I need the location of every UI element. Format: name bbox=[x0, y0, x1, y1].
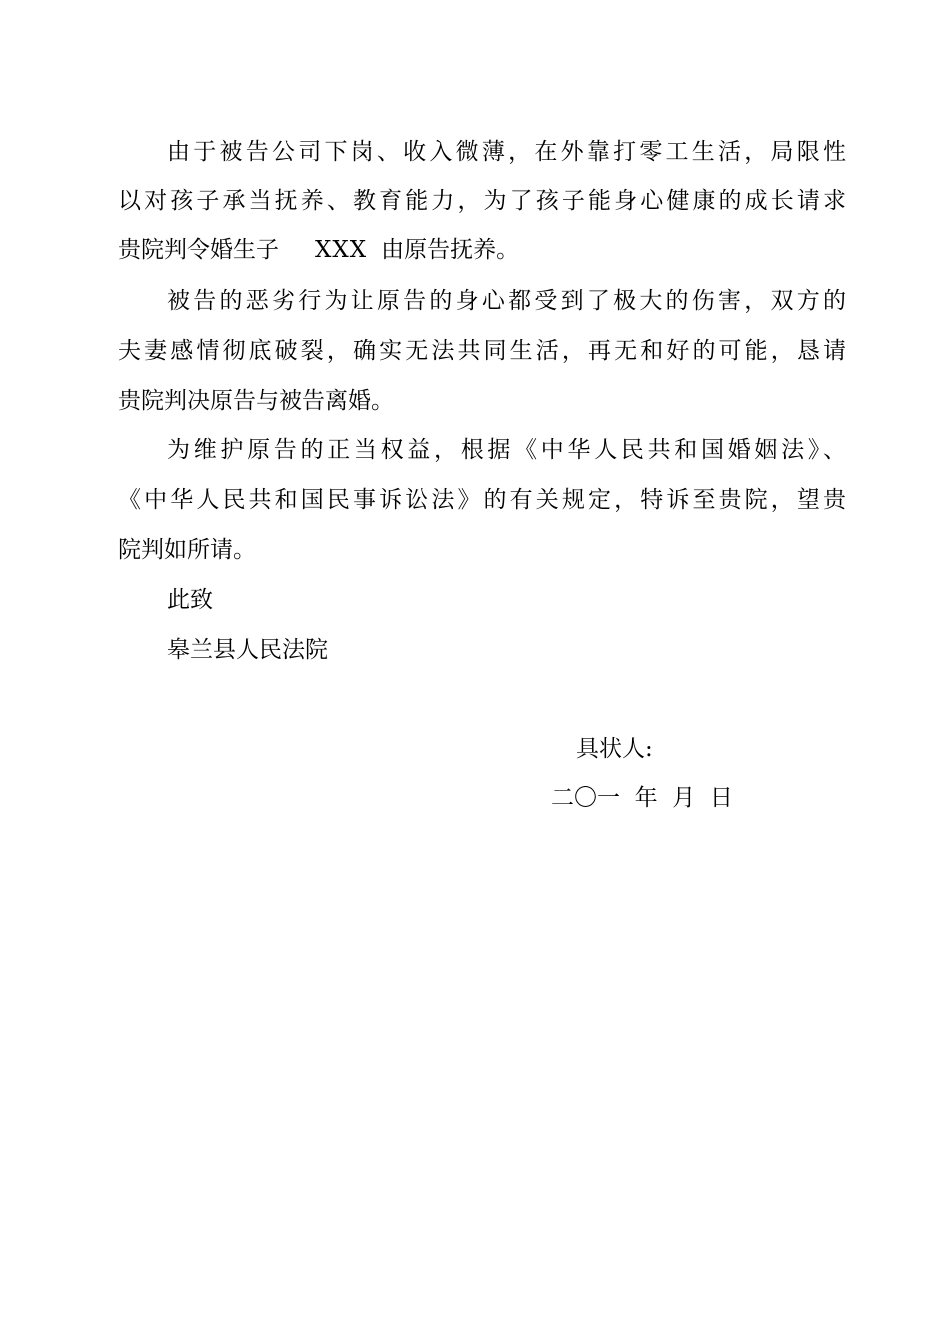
paragraph-3-line-1: 为维护原告的正当权益，根据《中华人民共和国婚姻法》、 bbox=[167, 437, 846, 463]
signature-date: 二〇一 年 月 日 bbox=[551, 785, 733, 811]
paragraph-3-line-3: 院判如所请。 bbox=[118, 537, 256, 563]
salutation: 此致 bbox=[167, 587, 213, 613]
paragraph-1-line-2: 以对孩子承当抚养、教育能力，为了孩子能身心健康的成长请求 bbox=[118, 188, 846, 214]
paragraph-1-line-3 bbox=[118, 225, 846, 275]
signature-label: 具状人: bbox=[576, 736, 653, 762]
paragraph-2-line-3: 贵院判决原告与被告离婚。 bbox=[118, 388, 394, 414]
paragraph-2-line-2: 夫妻感情彻底破裂，确实无法共同生活，再无和好的可能，恳请 bbox=[118, 338, 846, 364]
paragraph-1-line-1: 由于被告公司下岗、收入微薄，在外靠打零工生活，局限性 bbox=[167, 139, 846, 165]
paragraph-3-line-2: 《中华人民共和国民事诉讼法》的有关规定，特诉至贵院，望贵 bbox=[118, 487, 846, 513]
court-name: 皋兰县人民法院 bbox=[167, 637, 328, 663]
paragraph-1-line-3-before: 贵院判令婚生子 bbox=[118, 237, 279, 263]
child-name-placeholder: XXX bbox=[315, 237, 368, 263]
paragraph-2-line-1: 被告的恶劣行为让原告的身心都受到了极大的伤害，双方的 bbox=[167, 288, 846, 314]
paragraph-1-line-3-after: 由原告抚养。 bbox=[381, 237, 520, 263]
